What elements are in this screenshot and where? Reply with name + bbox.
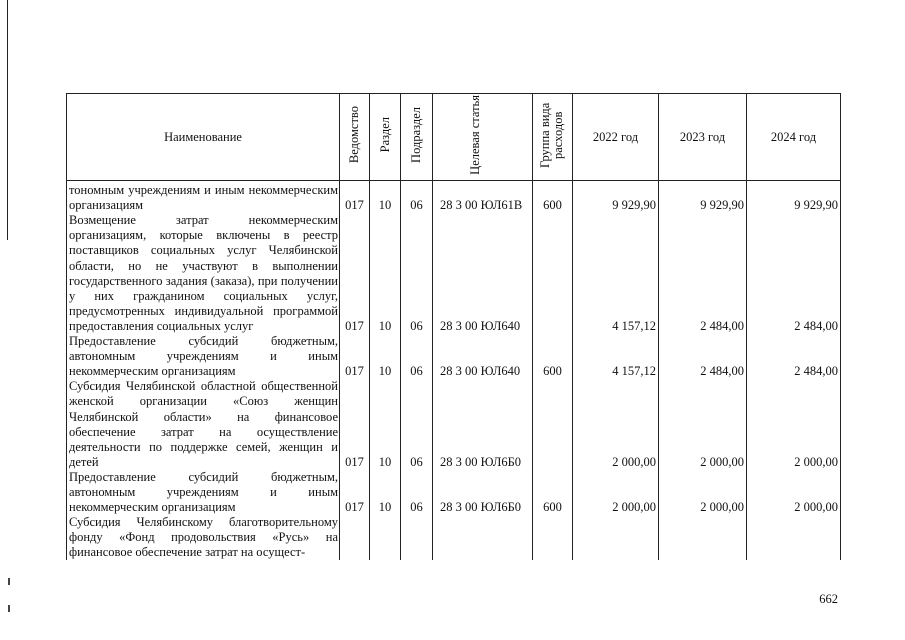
row-2023: 2 000,00 bbox=[659, 470, 747, 515]
row-subsection: 06 bbox=[401, 181, 433, 214]
row-2024: 2 000,00 bbox=[747, 379, 841, 470]
table-row bbox=[67, 379, 841, 470]
row-2022 bbox=[573, 515, 659, 560]
margin-mark bbox=[8, 578, 10, 585]
header-dept: Ведомство bbox=[340, 94, 370, 181]
row-name: Субсидия Челябинскому благотворительному фонду «Фонд продовольствия «Русь» на финансовое обеспечение затрат на осущест- bbox=[67, 515, 340, 560]
row-subsection: 06 bbox=[401, 213, 433, 334]
row-dept: 017 bbox=[340, 181, 370, 214]
header-2024: 2024 год bbox=[747, 94, 841, 181]
header-name: Наименование bbox=[67, 94, 340, 181]
row-2022: 2 000,00 bbox=[573, 470, 659, 515]
row-2022: 9 929,90 bbox=[573, 181, 659, 214]
row-2024 bbox=[747, 515, 841, 560]
row-dept: 017 bbox=[340, 334, 370, 379]
row-dept bbox=[340, 515, 370, 560]
row-2023 bbox=[659, 515, 747, 560]
row-name: Предоставление субсидий бюджетным, автономным учреждениям и иным некоммерческим организациям bbox=[67, 470, 340, 515]
row-group: 600 bbox=[533, 470, 573, 515]
row-2023: 2 484,00 bbox=[659, 213, 747, 334]
row-section bbox=[370, 515, 401, 560]
row-target: 28 3 00 ЮЛ640 bbox=[433, 213, 533, 334]
budget-table bbox=[66, 93, 841, 560]
row-2022: 4 157,12 bbox=[573, 213, 659, 334]
header-section: Раздел bbox=[370, 94, 401, 181]
table-row bbox=[67, 334, 841, 379]
row-group bbox=[533, 379, 573, 470]
row-2024: 9 929,90 bbox=[747, 181, 841, 214]
row-group bbox=[533, 213, 573, 334]
row-2024: 2 000,00 bbox=[747, 470, 841, 515]
table-header-row bbox=[67, 94, 841, 181]
row-subsection: 06 bbox=[401, 334, 433, 379]
row-dept: 017 bbox=[340, 213, 370, 334]
row-target: 28 3 00 ЮЛ640 bbox=[433, 334, 533, 379]
row-target: 28 3 00 ЮЛ6Б0 bbox=[433, 470, 533, 515]
binding-margin-line bbox=[7, 0, 8, 240]
header-group: Группа вида расходов bbox=[533, 94, 573, 181]
row-target: 28 3 00 ЮЛ61В bbox=[433, 181, 533, 214]
row-subsection bbox=[401, 515, 433, 560]
row-subsection: 06 bbox=[401, 470, 433, 515]
table-row bbox=[67, 470, 841, 515]
table-row bbox=[67, 181, 841, 214]
row-group: 600 bbox=[533, 181, 573, 214]
row-name: Возмещение затрат некоммерческим организациям, которые включены в реестр поставщиков социальных услуг Челябинской области, но не участвуют в выполнении государственного задания (заказа), при получении у них гражданином социальных услуг, предусмотренных индивидуальной программой предоставления социальных услуг bbox=[67, 213, 340, 334]
header-2023: 2023 год bbox=[659, 94, 747, 181]
table-row bbox=[67, 515, 841, 560]
margin-mark bbox=[8, 605, 10, 612]
row-name: Субсидия Челябинской областной общественной женской организации «Союз женщин Челябинской области» на финансовое обеспечение затрат на осуществление деятельности по поддержке семей, женщин и детей bbox=[67, 379, 340, 470]
row-2023: 2 000,00 bbox=[659, 379, 747, 470]
row-section: 10 bbox=[370, 470, 401, 515]
table-row bbox=[67, 213, 841, 334]
row-section: 10 bbox=[370, 213, 401, 334]
row-2023: 9 929,90 bbox=[659, 181, 747, 214]
row-dept: 017 bbox=[340, 379, 370, 470]
row-dept: 017 bbox=[340, 470, 370, 515]
page-number: 662 bbox=[819, 592, 838, 606]
row-group: 600 bbox=[533, 334, 573, 379]
row-group bbox=[533, 515, 573, 560]
row-name: Предоставление субсидий бюджетным, автономным учреждениям и иным некоммерческим организациям bbox=[67, 334, 340, 379]
header-target: Целевая статья bbox=[433, 94, 533, 181]
row-2023: 2 484,00 bbox=[659, 334, 747, 379]
row-2024: 2 484,00 bbox=[747, 334, 841, 379]
header-subsection: Подраздел bbox=[401, 94, 433, 181]
row-name: тономным учреждениям и иным некоммерческим организациям bbox=[67, 181, 340, 214]
row-section: 10 bbox=[370, 379, 401, 470]
row-target: 28 3 00 ЮЛ6Б0 bbox=[433, 379, 533, 470]
header-2022: 2022 год bbox=[573, 94, 659, 181]
row-target bbox=[433, 515, 533, 560]
row-2022: 2 000,00 bbox=[573, 379, 659, 470]
row-subsection: 06 bbox=[401, 379, 433, 470]
row-section: 10 bbox=[370, 181, 401, 214]
row-2024: 2 484,00 bbox=[747, 213, 841, 334]
row-2022: 4 157,12 bbox=[573, 334, 659, 379]
row-section: 10 bbox=[370, 334, 401, 379]
